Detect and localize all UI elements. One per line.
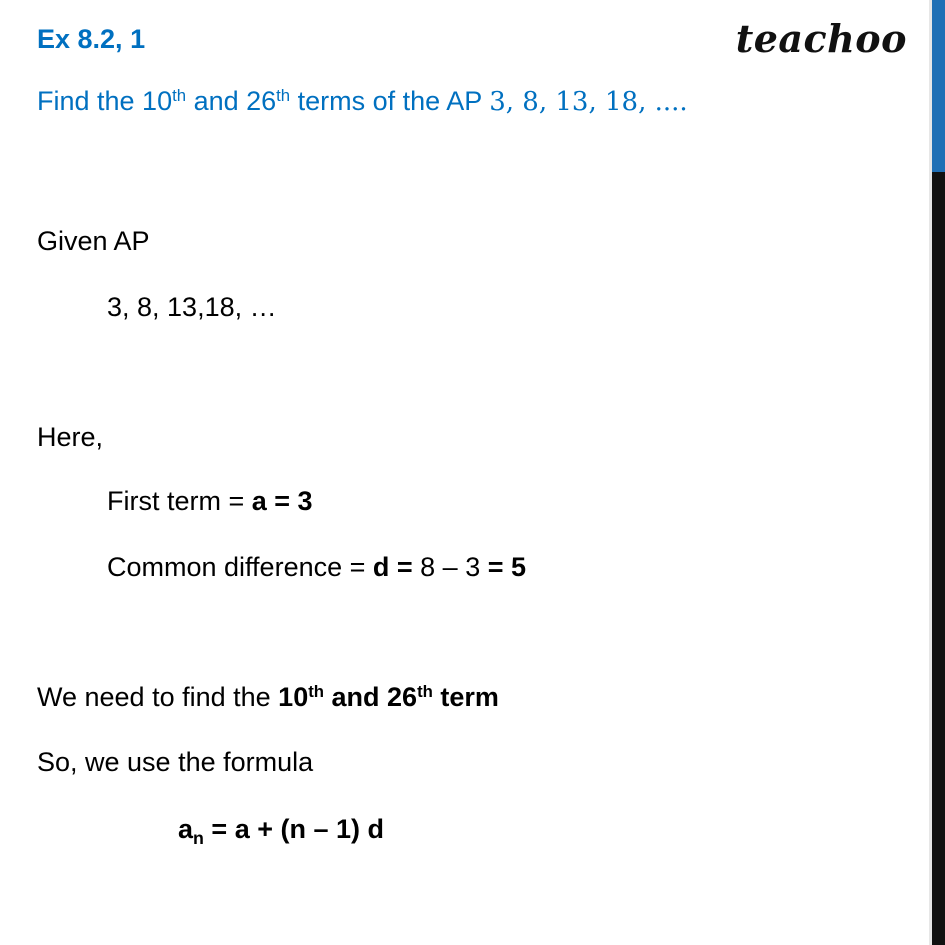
given-sequence: 3, 8, 13,18, … <box>107 292 277 322</box>
question-after: terms of the AP <box>290 86 490 116</box>
need-bold-2: and 26 <box>324 682 418 712</box>
side-dark-bar <box>932 172 945 945</box>
formula-a: a <box>178 814 194 844</box>
formula-sub-n: n <box>193 828 204 849</box>
cd-bold-1: d = <box>372 552 421 582</box>
need-bold-3: term <box>432 682 499 712</box>
cd-label: Common difference = <box>107 552 373 582</box>
first-term-value: a = 3 <box>251 486 313 516</box>
need-sup-1: th <box>308 681 325 701</box>
given-label: Given AP <box>37 226 150 256</box>
need-text: We need to find the <box>37 682 279 712</box>
formula-rest: = a + (n – 1) d <box>203 814 384 844</box>
question-sequence: 3, 8, 13, 18, .... <box>489 87 688 117</box>
need-sup-2: th <box>417 681 433 701</box>
question-sup-1: th <box>172 85 187 105</box>
need-bold-1: 10 <box>278 682 309 712</box>
teachoo-logo: teachoo <box>735 16 907 61</box>
common-difference-line <box>107 550 526 584</box>
question-sup-2: th <box>276 85 291 105</box>
first-term-label: First term = <box>107 486 252 516</box>
question-middle: and 26 <box>186 86 277 116</box>
question-prefix: Find the 10 <box>37 86 173 116</box>
first-term-line <box>107 484 313 518</box>
use-formula-line: So, we use the formula <box>37 747 314 777</box>
need-line <box>37 680 499 714</box>
cd-mid: 8 – 3 <box>420 552 488 582</box>
question-text <box>37 84 688 119</box>
here-label: Here, <box>37 422 104 452</box>
formula <box>178 812 384 849</box>
exercise-heading: Ex 8.2, 1 <box>37 24 146 54</box>
side-accent-bar <box>932 0 945 172</box>
cd-bold-2: = 5 <box>487 552 527 582</box>
